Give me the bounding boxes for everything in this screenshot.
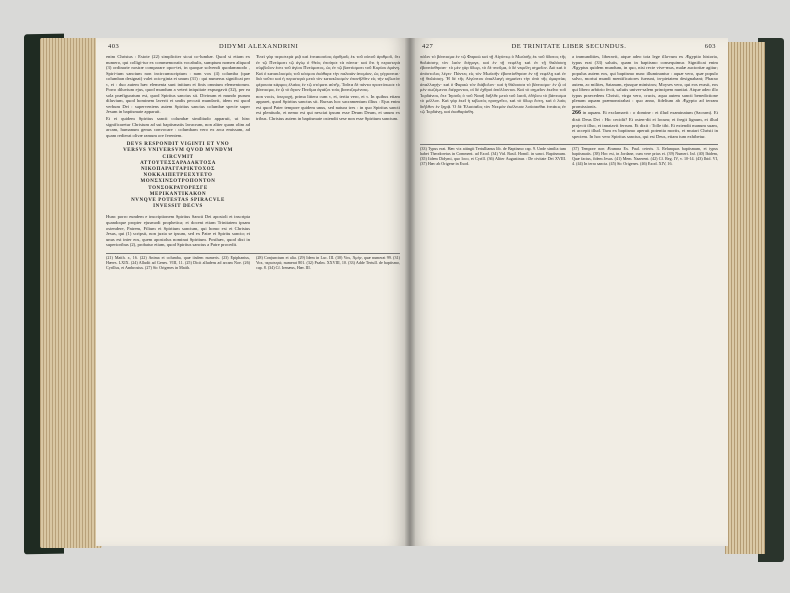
left-latin-translation: non vocis, ὑπεροχὴ, prima littera cum τ, et, tertia vero, et τ. In quibus etiam apparet, quod Spiritus sanctus sit. Rursus hoc sacramentum illius : Ejus enim est quod Pater tempore quidem unus, sed natura tres : in quo Spiritus sancti est plenitudo, et nemo est qui nesciat ipsum esse Deum Deum, et unum ex tribus. Christus autem in baptismate ostendit sese non esse Spiritum sanctum. bbox=[256, 93, 400, 122]
left-greek-column bbox=[256, 54, 400, 249]
inscription-block bbox=[106, 142, 250, 210]
right-running-head bbox=[410, 38, 728, 52]
left-footnotes bbox=[106, 253, 400, 271]
right-page-number: 427 bbox=[422, 42, 434, 50]
inscription-line: INVESSIT DECVS bbox=[153, 204, 203, 210]
left-page bbox=[96, 38, 410, 546]
inscription-line: NVNQVE POTESTAS SPIRACVLE bbox=[131, 198, 225, 204]
right-notes-col-1: (33) Typus erat. Hæc vix attingit Tertullianus lib. de Baptismo cap. 9. Unde similia tum habet Theodoretus in Comment. ad Exod. (34) Vid. Basil. Homil. in sanct. Baptismum. (35) Iidem Didymi, quo loco, et Cyrill. (36) Aliter Augustinus : De civitate Dei XVIII. (37) Hæc ab Origene in Exod. bbox=[420, 147, 566, 166]
margin-number: 266 bbox=[572, 110, 581, 117]
left-greek-para: Ἐπεὶ γὰρ περιστερὰ μιᾷ καὶ ἑπτακοσίοις ἀριθμοῖς ἐκ τοῦ αὐτοῦ ἀριθμοῦ, ὅτι ἐν τῷ Πνεύματι τῷ ἁγίῳ ὁ Θεὸς ἐποίησε τὰ πάντα· καὶ ὅτι ἡ περιστερὰ σύμβολον ἐστι τοῦ ἁγίου Πνεύματος, ὡς ἐν τῷ βαπτίσματι τοῦ Κυρίου ἐφάνη. Καὶ ὁ κατακλυσμὸς τοῦ κόσμου ἐκάθαρε τὴν παλαιὰν ἀνομίαν, ὡς γέγραπται· διὰ τοῦτο καὶ ἡ περιστερὰ μετὰ τὸν κατακλυσμὸν ἐπανῆλθεν εἰς τὴν κιβωτὸν φέρουσα κάρφος ἐλαίας ἐν τῷ στόματι αὐτῆς. Ταῦτα δὲ πάντα προετύπωσε τὸ βάπτισμα, ἐν ᾧ τὸ ἅγιον Πνεῦμα ἁγιάζει τοὺς βαπτιζομένους. bbox=[256, 54, 400, 93]
right-greek-para: πάλιν τὸ βάπτισμα ἐν τῷ Φαραὼ καὶ τῇ Αἰγύπτῳ ὁ Μωϋσῆς ἐκ τοῦ ὕδατος τῆς θαλάσσης τὸν λαὸν διήγαγε, καὶ ἐν τῇ νεφέλῃ καὶ ἐν τῇ θαλάσσῃ ἐβαπτίσθησαν· τὸ μὲν γὰρ ὕδωρ, τὸ δὲ πνεῦμα, ὁ δὲ νεφέλη σημεῖον. Διὸ καὶ ὁ ἀπόστολος λέγει· Πάντες εἰς τὸν Μωϋσῆν ἐβαπτίσθησαν ἐν τῇ νεφέλῃ καὶ ἐν τῇ θαλάσσῃ. Ἡ δὲ τῆς Αἰγύπτου ἀπαλλαγὴ σημαίνει τὴν ἀπὸ τῆς ἁμαρτίας ἀπαλλαγήν· καὶ ὁ Φαραὼ τὸν διάβολον· καὶ ἡ θάλασσα τὸ βάπτισμα· ἐν ᾧ οἱ μὲν σωζόμενοι διέρχονται, οἱ δὲ ἐχθροὶ ἀπόλλυνται. Καὶ τὸ σημεῖον ἐκεῖνο τοῦ Ἰορδάνου, ὅτε Ἰησοῦς ὁ τοῦ Ναυῆ διῆλθε μετὰ τοῦ λαοῦ, ἐδήλου τὸ βάπτισμα τὸ μέλλον. Καὶ γὰρ ἐκεῖ ἡ κιβωτὸς προηγεῖτο, καὶ τὸ ὕδωρ ἔστη, καὶ ὁ λαὸς διῆλθεν ἐν ξηρᾷ. Ὁ δὲ Ἐλισσαῖος τὸν Νεεμὰν ἐκέλευσε λούσασθαι ἑπτάκις ἐν τῷ Ἰορδάνῃ, καὶ ἐκαθαρίσθη. bbox=[420, 54, 566, 115]
left-notes-col-2: (28) Conjunctum et alia. (29) Idem in Luc. III. (30) Vox, Ἀμὴν, quæ numerat 99. (31) Vox, περιστερὰ, numerat 801. (32) Psalm. XXVIII, 10. (33) Adde Tertull. de baptismo, cap. 8. (34) Cf. Irenæus, Hær. III. bbox=[256, 255, 400, 270]
inscription-line: VERSVS VNIVERSVM QVOD MVNDVM bbox=[123, 148, 233, 154]
inscription-line: ΤΟΝΣΟΚΡΑΤΟΡΕΣΓΕ bbox=[148, 185, 208, 191]
left-notes-col-1: (21) Matth. x, 16. (22) Anima et columba, quæ iisdem numeris. (23) Epiphanius, Hæres. LXIX. (24) Alludit ad Genes. VIII, 11. (25) Dicit alludens ad arcam Noe. (26) Cyrillus, et Ambrosius. (27) Sic Origenes in Matth. bbox=[106, 255, 250, 270]
right-greek-column bbox=[420, 54, 566, 140]
right-latin-para-1: a immundities, liberavit, atque adeo tota lege illa-rum ex Ægyptio historia, typus erat (33) salutis, quam in baptismo consequimur. Significat enim Ægyptus quidem mundum, in quo, nisi recte vive-mus, malæ auctoritæ agitur; populus autem eos, qui baptismo nunc illuminantur : aquæ vero, quæ populo salvo, mortui mundi mentificatores fuerunt, in-pietatem designabant; Pharao autem, ac milites, Satanam, ejusque ministros; Moyses vero, qui eos evasit, eos qui libero arbitrio fecit, salutis univer-salem principem nuntiat. Atque adeo illo typus praecedens Christi, virga vero, crucis, aqua autem sancti benedictione plenam aquam præmonstrabat : quo anno, fidelium ab Ægypto ad terram promissionis. bbox=[572, 54, 718, 109]
right-latin-para-2: in aquam. Et exclamavit : o domine : et illud examinatum (Sacram). Et dixit Deus Dei : Hic cecidit? Et osten-dit ei locum; et fregit lignum, et illud projecit illuc, et innatavit ferrum. Et dixit : Tolle tibi. Et extendit manum suam, et accepit illud. Tum ex baptismo aperuit potentia mortis, et mutari Christi in speciem. In hoc vero Spiritus sanctus, qui est Deus, etiam tum exhibetur. bbox=[572, 110, 718, 139]
left-columns bbox=[96, 52, 410, 249]
inscription-line: ΑΤΤΟΥΤΕΣΣΑΡΑΔΑΚΤΟΣΑ bbox=[140, 160, 216, 166]
right-page-number-2: 603 bbox=[704, 42, 716, 50]
left-latin-para-1: enim Christus : Estote (22) simpliciter sicut co-lumbæ. Quod si etiam ex numero, qui colligi-tur ex commemoratis vocabulis, sumptum nomen aliquod (3) ordinarie nostræ comparare opor-tet, in quoque solvendi quodammodo , Spiri-tum sanctum non incircumscriptum : nam vox (4) columba (quæ columban designat) valet octo-ginta et unum (31) : qui numerus significat per τ, et : duo autem hæc elementa sunt initium et finis omnium elementorum. Porro diluvium ejus, quod mundum a veteri iniquitate expurgavit (32), per ea sola præfiguratum est, quod Spiritus sanctus sit. Divinum et mundo purum diluvium, quod hominem laverit et undis peccati mundavit, idem est quod verbum Dei : superveniens autem Spiritus sanctus columbæ specie super Jesum in baptismate apparuit. bbox=[106, 54, 250, 115]
right-latin-column bbox=[572, 54, 718, 140]
book-gutter bbox=[405, 38, 415, 546]
inscription-line: ΜΕΡΙΚΑΝΤΙΚΑΚΟΝ bbox=[149, 191, 207, 197]
right-columns bbox=[410, 52, 728, 140]
inscription-line: DEVS RESPONDIT VIGINTI ET VNO bbox=[126, 142, 230, 148]
left-latin-para-2: Et ei quidem Spiritus sancti columbæ similitudo apparuit, ut hinc significaretur Christum ad sui baptismatis lavacrum, non aliter quam olim ad arcam, humanum genus convocare : columbam vero ex arca emissam, ad quam redierat olivæ ramum ore ferentem. bbox=[106, 116, 250, 138]
page-edges-left bbox=[40, 38, 102, 548]
left-running-head bbox=[96, 38, 410, 52]
left-latin-para-3: Hunc porro eundem e inscriptionem Spiritus Sancti Dei apostoli et inscripta quandoque propter ejusmodi prophetica; et docent etiam Trinitatem ipsam ostendere, Patrem, Filium et Spiritum sanctum, qui homo est et Christus Jesus, qui (1) scripsit, non juxta se ipsum, sed ex Patre et Spiritu sancto; et unus est inter eos, quem apostolus nominat Spiritum. Posthæc, quod dixi in superioribus (2), probatur etiam, quod Spiritus sanctus a Patre procedit. bbox=[106, 214, 250, 248]
inscription-line: CIRCVMIT bbox=[162, 154, 194, 160]
left-title: DIDYMI ALEXANDRINI bbox=[219, 42, 299, 50]
right-notes-col-2: (37) Tempore non Ærumna Ex. Paul. ceteris. 3. Relunquas baptismum, et typus baptismatis. (38) Hoc est, in Jordane, cum vere prius ei. (39) Numeri. Inf. (40) Ibidem, Quæ factus, fidem Jesus. (41) Mem. Nazerent. (42) Cf. Reg. IV, v. 10-14. (43) Ibid. VI, 4. (44) In terra sancta. (45) Sic Origenes. (46) Exod. XIV, 16. bbox=[572, 147, 718, 166]
open-book bbox=[10, 32, 782, 566]
right-page bbox=[410, 38, 728, 546]
inscription-line: ΝΟΚΚΑΙΠΕΤΡΕΕΧΥΕΤΟ bbox=[143, 173, 213, 179]
inscription-line: ΜΟΝΣΧΙΝΣΟΤΡΟΠΟΝΤΟΝ bbox=[140, 179, 216, 185]
right-footnotes bbox=[420, 144, 718, 167]
left-page-number: 403 bbox=[108, 42, 120, 50]
left-latin-column bbox=[106, 54, 250, 249]
right-title: DE TRINITATE LIBER SECUNDUS. bbox=[511, 42, 627, 50]
inscription-line: ΝΙΚΟΠΑΡΑΓΓΑΡΙΚΤΟΧΟΣ bbox=[140, 167, 216, 173]
page-edges-right bbox=[725, 42, 765, 554]
